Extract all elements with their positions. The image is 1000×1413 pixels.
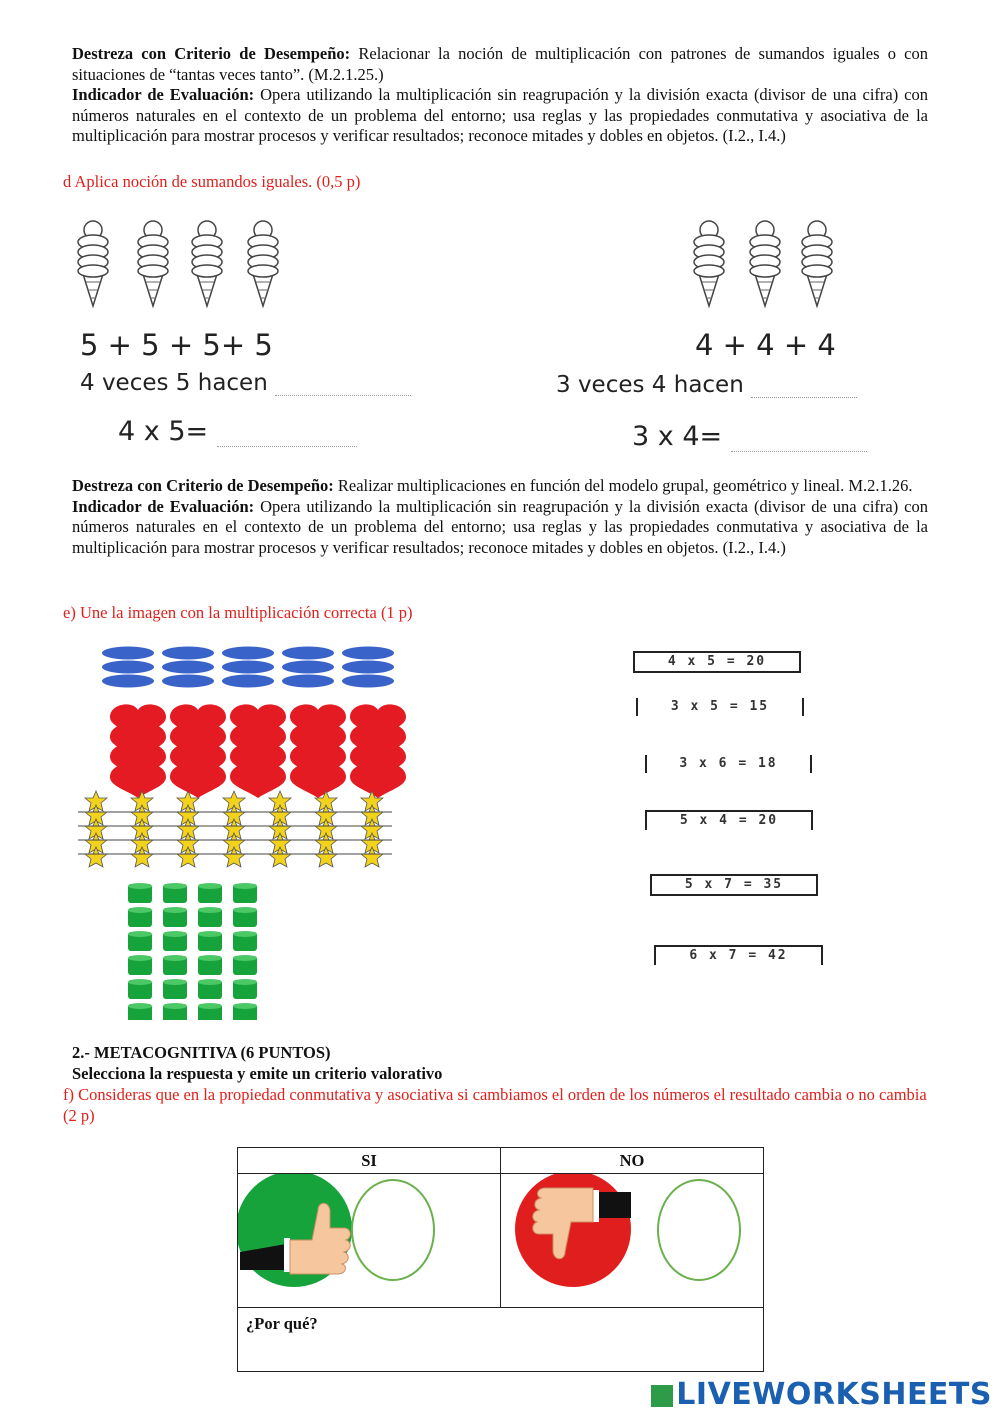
right-product xyxy=(632,421,867,452)
star-icon xyxy=(177,847,199,867)
option-box[interactable]: 3 x 6 = 18 xyxy=(645,755,812,773)
blue-oval xyxy=(102,675,154,688)
cylinder-top xyxy=(128,883,152,889)
cylinder-top xyxy=(128,955,152,961)
indicador-label: Indicador de Evaluación: xyxy=(72,85,255,104)
thumbs-up-icon[interactable] xyxy=(238,1174,352,1287)
star-icon xyxy=(131,847,153,867)
star-icon xyxy=(361,847,383,867)
blue-oval xyxy=(282,647,334,660)
cylinder-top xyxy=(128,931,152,937)
col-si-header: SI xyxy=(238,1148,501,1174)
blue-oval xyxy=(162,647,214,660)
si-answer-circle[interactable] xyxy=(352,1180,434,1280)
cylinder-top xyxy=(163,955,187,961)
why-cell[interactable] xyxy=(238,1308,764,1372)
star-icon xyxy=(223,847,245,867)
cylinder-top xyxy=(233,883,257,889)
blue-oval xyxy=(102,661,154,674)
cylinder-top xyxy=(163,979,187,985)
left-product-blank[interactable] xyxy=(217,446,357,447)
left-sum: 5 + 5 + 5+ 5 xyxy=(80,328,273,362)
cylinder-top xyxy=(233,907,257,913)
cylinder-top xyxy=(198,883,222,889)
star-icon xyxy=(269,847,291,867)
task-d-instruction: d Aplica noción de sumandos iguales. (0,5 p) xyxy=(63,172,361,191)
indicador-text: Opera utilizando la multiplicación sin reagrupación y la división exacta (divisor de una cifra) con números naturales en el contexto de un problema del entorno; usa reglas y las propiedades conmutativa y asociativa de la multiplicación para mostrar procesos y verificar resultados; reconoce mitades y dobles en objetos. (I.2., I.4.) xyxy=(72,496,929,557)
cylinder-top xyxy=(233,979,257,985)
left-phrase xyxy=(80,370,411,396)
blue-oval xyxy=(342,661,394,674)
cylinder-top xyxy=(233,931,257,937)
option-box[interactable]: 4 x 5 = 20 xyxy=(633,651,801,673)
col-no-header: NO xyxy=(501,1148,764,1174)
cone-icon xyxy=(694,221,724,306)
star-icon xyxy=(85,847,107,867)
section1-text xyxy=(72,44,928,147)
right-sum: 4 + 4 + 4 xyxy=(695,328,836,362)
option-box[interactable]: 5 x 4 = 20 xyxy=(645,810,813,830)
cylinder-top xyxy=(198,931,222,937)
liveworksheets-logo xyxy=(651,1377,992,1412)
cylinder-top xyxy=(128,907,152,913)
cone-icon xyxy=(192,221,222,306)
right-product-blank[interactable] xyxy=(731,451,867,452)
cylinder-top xyxy=(233,955,257,961)
blue-oval xyxy=(102,647,154,660)
cylinder-top xyxy=(233,1003,257,1009)
cylinder-top xyxy=(198,979,222,985)
cylinder-top xyxy=(198,955,222,961)
answer-table xyxy=(237,1147,764,1372)
cylinders-group xyxy=(128,883,257,1020)
right-phrase-blank[interactable] xyxy=(751,397,857,398)
destreza-text: Realizar multiplicaciones en función del modelo grupal, geométrico y lineal. M.2.1.26. xyxy=(337,476,913,495)
blue-oval xyxy=(222,661,274,674)
blue-oval xyxy=(282,675,334,688)
cone-icon xyxy=(802,221,832,306)
si-options xyxy=(238,1174,500,1302)
destreza-label: Destreza con Criterio de Desempeño: xyxy=(72,44,351,63)
option-box[interactable]: 6 x 7 = 42 xyxy=(654,945,823,965)
blue-oval xyxy=(222,647,274,660)
blue-oval xyxy=(162,661,214,674)
cylinder-top xyxy=(163,1003,187,1009)
section2-text xyxy=(72,476,928,558)
option-box[interactable]: 5 x 7 = 35 xyxy=(650,874,818,896)
cone-icon xyxy=(750,221,780,306)
blue-oval xyxy=(282,661,334,674)
logo-text: LIVEWORKSHEETS xyxy=(676,1377,992,1412)
blue-oval xyxy=(342,647,394,660)
cone-icon xyxy=(78,221,108,306)
cylinder-top xyxy=(198,907,222,913)
ice-cream-cones xyxy=(70,218,930,310)
left-phrase-text: 4 veces 5 hacen xyxy=(80,370,268,396)
right-product-text: 3 x 4= xyxy=(632,421,723,452)
left-phrase-blank[interactable] xyxy=(275,395,411,396)
indicador-text: Opera utilizando la multiplicación sin reagrupación y la división exacta (divisor de una cifra) con números naturales en el contexto de un problema del entorno; usa reglas y las propiedades conmutativa y asociativa de la multiplicación para mostrar procesos y verificar resultados; reconoce mitades y dobles en objetos. (I.2., I.4.) xyxy=(72,85,929,145)
why-label: ¿Por qué? xyxy=(246,1314,318,1333)
task-f-question: f) Consideras que en la propiedad conmutativa y asociativa si cambiamos el orden de los números el resultado cambia o no cambia (2 p) xyxy=(63,1085,927,1125)
no-cell xyxy=(501,1174,764,1308)
right-phrase-text: 3 veces 4 hacen xyxy=(556,372,744,398)
star-icon xyxy=(315,847,337,867)
blue-oval xyxy=(222,675,274,688)
logo-mark-icon xyxy=(651,1385,673,1407)
task-e-instruction: e) Une la imagen con la multiplicación correcta (1 p) xyxy=(63,603,413,622)
object-groups xyxy=(70,640,430,1020)
destreza-text: Relacionar la noción de multiplicación con patrones de sumandos iguales o con situaciones de “tantas veces tanto”. (M.2.1.25.) xyxy=(72,44,928,84)
no-answer-circle[interactable] xyxy=(658,1180,740,1280)
cylinder-top xyxy=(128,979,152,985)
cylinder-top xyxy=(198,1003,222,1009)
right-phrase xyxy=(556,372,857,398)
cylinder-top xyxy=(163,931,187,937)
option-box[interactable]: 3 x 5 = 15 xyxy=(636,698,804,716)
metacognitiva-heading: 2.- METACOGNITIVA (6 PUNTOS) xyxy=(72,1043,331,1062)
cylinder-top xyxy=(163,883,187,889)
cone-icon xyxy=(248,221,278,306)
si-cell xyxy=(238,1174,501,1308)
blue-oval xyxy=(162,675,214,688)
blue-oval xyxy=(342,675,394,688)
indicador-label: Indicador de Evaluación: xyxy=(72,496,255,516)
cylinder-top xyxy=(163,907,187,913)
hearts-group xyxy=(110,704,406,798)
left-product-text: 4 x 5= xyxy=(118,416,209,447)
cone-icon xyxy=(138,221,168,306)
blue-ovals-group xyxy=(102,647,394,688)
metacognitiva-subheading: Selecciona la respuesta y emite un criterio valorativo xyxy=(72,1064,443,1083)
cylinder-top xyxy=(128,1003,152,1009)
destreza-label: Destreza con Criterio de Desempeño: xyxy=(72,476,334,495)
no-options xyxy=(501,1174,763,1302)
left-product xyxy=(118,416,357,447)
thumbs-down-icon[interactable] xyxy=(515,1174,631,1287)
stars-group xyxy=(78,791,392,867)
